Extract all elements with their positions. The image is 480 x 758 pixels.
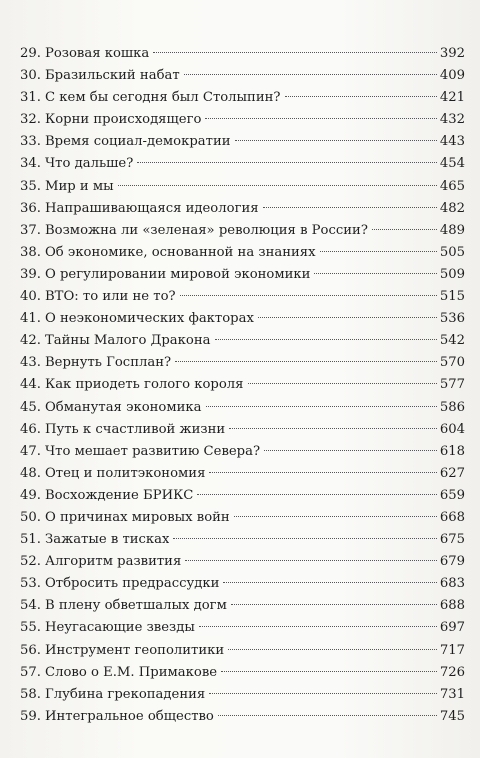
chapter-title: Слово о Е.М. Примакове [44,664,218,680]
dot-leader [218,715,437,716]
chapter-title: Корни происходящего [44,112,202,128]
toc-entry [20,43,465,65]
toc-entry [20,264,465,286]
chapter-number: 35. [20,178,41,194]
dot-leader [118,185,437,186]
toc-entry [20,419,465,441]
toc-entry [20,153,465,175]
page-number: 745 [439,708,465,724]
chapter-number: 29. [20,46,41,61]
chapter-title: О неэкономических факторах [44,311,254,327]
dot-leader [263,207,437,208]
toc-entry [20,87,465,109]
toc-entry [20,662,465,684]
chapter-title: Алгоритм развития [44,554,182,570]
page-number: 675 [439,532,465,548]
toc-entry [20,330,465,352]
page-number: 679 [439,554,465,570]
dot-leader [258,317,437,318]
toc-entry [20,65,465,87]
page-number: 432 [439,112,465,128]
chapter-number: 42. [20,333,41,349]
dot-leader [185,560,437,561]
dot-leader [264,450,437,451]
chapter-number: 50. [20,509,41,525]
chapter-number: 55. [20,620,41,636]
chapter-title: Об экономике, основанной на знаниях [44,244,316,260]
dot-leader [285,96,437,97]
chapter-number: 48. [20,465,41,481]
dot-leader [197,494,436,495]
page-number: 697 [439,620,465,636]
page-number: 509 [439,266,465,282]
chapter-number: 59. [20,708,41,724]
toc-entry [20,529,465,551]
chapter-number: 43. [20,355,41,371]
chapter-number: 46. [20,421,41,437]
chapter-number: 52. [20,554,41,570]
page-number: 421 [439,90,465,106]
page-number: 482 [439,200,465,216]
page-number: 515 [439,289,465,305]
dot-leader [235,140,437,141]
dot-leader [209,693,437,694]
chapter-title: Зажатые в тисках [44,532,170,548]
toc-entry [20,507,465,529]
toc-entry [20,242,465,264]
toc-entry [20,352,465,374]
chapter-title: Что мешает развитию Севера? [44,443,261,459]
chapter-number: 49. [20,487,41,503]
chapter-number: 45. [20,399,41,415]
toc-entry [20,198,465,220]
chapter-title: Восхождение БРИКС [44,487,194,503]
toc-entry [20,131,465,153]
chapter-number: 53. [20,576,41,592]
chapter-title: Отец и политэкономия [44,465,206,481]
chapter-number: 47. [20,443,41,459]
page-number: 683 [439,576,465,592]
page-number: 731 [439,686,465,702]
chapter-title: Обманутая экономика [44,399,202,415]
dot-leader [180,295,437,296]
chapter-title: О регулировании мировой экономики [44,266,311,282]
chapter-number: 39. [20,266,41,282]
page-number: 443 [439,134,465,150]
page-number: 668 [439,509,465,525]
chapter-number: 36. [20,200,41,216]
chapter-title: Бразильский набат [44,68,180,84]
toc-entry [20,176,465,198]
page-number: 577 [439,377,465,393]
page-number: 454 [439,156,465,172]
chapter-title: Розовая кошка [44,46,150,61]
chapter-title: С кем бы сегодня был Столыпин? [44,90,281,106]
chapter-title: Путь к счастливой жизни [44,421,226,437]
chapter-title: Напрашивающаяся идеология [44,200,259,216]
chapter-title: Возможна ли «зеленая» революция в России? [44,222,368,238]
page-number: 586 [439,399,465,415]
dot-leader [206,406,437,407]
dot-leader [209,472,436,473]
dot-leader [320,251,437,252]
chapter-title: Инструмент геополитики [44,642,225,658]
chapter-title: Глубина грекопадения [44,686,206,702]
chapter-number: 31. [20,90,41,106]
page-number: 618 [439,443,465,459]
toc-entry [20,551,465,573]
dot-leader [153,52,437,53]
dot-leader [228,649,437,650]
toc-entry [20,684,465,706]
chapter-title: Вернуть Госплан? [44,355,172,371]
dot-leader [173,538,436,539]
page-number: 717 [439,642,465,658]
toc-entry [20,397,465,419]
page-number: 536 [439,311,465,327]
toc-entry [20,573,465,595]
toc-entry [20,485,465,507]
toc-entry [20,220,465,242]
toc-entry [20,706,465,728]
page-number: 505 [439,244,465,260]
dot-leader [221,671,437,672]
chapter-number: 38. [20,244,41,260]
chapter-title: Интегральное общество [44,708,214,724]
dot-leader [229,428,437,429]
chapter-number: 54. [20,598,41,614]
page-number: 726 [439,664,465,680]
chapter-number: 30. [20,68,41,84]
toc-entry [20,595,465,617]
chapter-number: 57. [20,664,41,680]
toc-entry [20,308,465,330]
page-number: 542 [439,333,465,349]
chapter-title: В плену обветшалых догм [44,598,227,614]
dot-leader [314,273,436,274]
page-number: 570 [439,355,465,371]
chapter-number: 56. [20,642,41,658]
dot-leader [234,516,437,517]
chapter-number: 58. [20,686,41,702]
toc-entry [20,109,465,131]
page-number: 409 [439,68,465,84]
chapter-title: Неугасающие звезды [44,620,195,636]
chapter-title: Тайны Малого Дракона [44,333,211,349]
chapter-number: 37. [20,222,41,238]
dot-leader [215,339,437,340]
dot-leader [175,361,437,362]
dot-leader [205,118,436,119]
page-number: 489 [439,222,465,238]
chapter-number: 41. [20,311,41,327]
chapter-title: Как приодеть голого короля [44,377,244,393]
dot-leader [372,229,437,230]
page-number: 392 [439,46,465,61]
page-number: 604 [439,421,465,437]
toc-entry [20,617,465,639]
page-number: 627 [439,465,465,481]
page-number: 659 [439,487,465,503]
dot-leader [137,162,437,163]
dot-leader [223,582,436,583]
chapter-title: Отбросить предрассудки [44,576,220,592]
chapter-title: Что дальше? [44,156,134,172]
toc-entry [20,286,465,308]
dot-leader [231,604,437,605]
chapter-number: 44. [20,377,41,393]
chapter-number: 32. [20,112,41,128]
toc-entry [20,640,465,662]
dot-leader [199,626,437,627]
chapter-number: 51. [20,532,41,548]
chapter-title: ВТО: то или не то? [44,289,176,305]
toc-entry [20,374,465,396]
chapter-title: Мир и мы [44,178,114,194]
dot-leader [184,74,437,75]
table-of-contents [20,43,465,728]
chapter-number: 40. [20,289,41,305]
page-number: 465 [439,178,465,194]
chapter-number: 34. [20,156,41,172]
toc-entry [20,441,465,463]
dot-leader [248,383,437,384]
page-number: 688 [439,598,465,614]
chapter-number: 33. [20,134,41,150]
toc-entry [20,463,465,485]
chapter-title: О причинах мировых войн [44,509,230,525]
chapter-title: Время социал-демократии [44,134,231,150]
